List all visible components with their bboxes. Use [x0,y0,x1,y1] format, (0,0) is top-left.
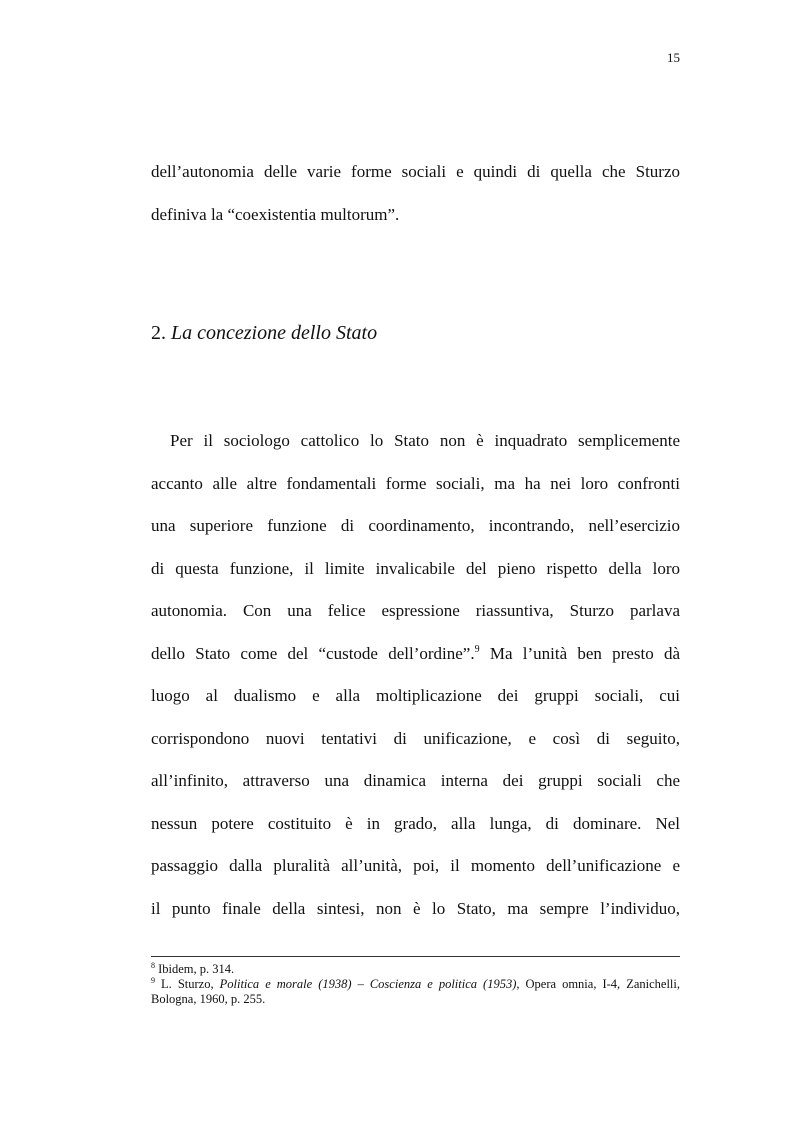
body-paragraph [151,420,680,930]
footnote-8 [151,962,680,977]
text-segment: Ma l’unità ben presto dà [479,643,680,663]
text-line: passaggio dalla pluralità all’unità, poi, il momento dell’unificazione e [151,856,680,875]
text-line: di questa funzione, il limite invalicabile del pieno rispetto della loro [151,558,680,578]
footnote-marker: 8 [151,961,155,970]
footnote-separator [151,956,680,957]
text-line: corrispondono nuovi tentativi di unificazione, e così di seguito, [151,728,680,748]
text-line: accanto alle altre fondamentali forme sociali, ma ha nei loro confronti [151,473,680,493]
text-line: all’infinito, attraverso una dinamica interna dei gruppi sociali che [151,771,680,790]
text-line: Per il sociologo cattolico lo Stato non è inquadrato semplicemente [170,431,680,450]
footnote-text: Ibidem, p. 314. [158,962,235,976]
footnote-line [151,977,680,992]
page-number: 15 [667,50,680,65]
footnote-publication-line2: Bologna, 1960, p. 255. [151,992,266,1006]
section-number: 2. [151,322,166,344]
footnote-author: L. Sturzo, [161,977,220,991]
text-line: autonomia. Con una felice espressione riassuntiva, Sturzo parlava [151,601,680,620]
footnote-9 [151,977,680,1007]
footnotes [151,962,680,1007]
footnote-reference[interactable]: 9 [474,643,480,655]
text-line: nessun potere costituito è in grado, alla lunga, di dominare. Nel [151,813,680,833]
text-line-with-footnote [151,633,680,676]
intro-paragraph [151,150,680,236]
section-heading [151,322,377,345]
text-line: definiva la “coexistentia multorum”. [151,205,400,224]
text-segment: dello Stato come del “custode dell’ordine”. [151,643,475,663]
footnote-marker: 9 [151,976,155,985]
text-line: luogo al dualismo e alla moltiplicazione dei gruppi sociali, cui [151,686,680,705]
text-line: il punto finale della sintesi, non è lo Stato, ma sempre l’individuo, [151,898,680,918]
section-title: La concezione dello Stato [171,322,378,344]
text-line: dell’autonomia delle varie forme sociali e quindi di quella che Sturzo [151,162,680,181]
footnote-publication: , Opera omnia, I-4, Zanichelli, [516,977,681,991]
text-line: una superiore funzione di coordinamento, incontrando, nell’esercizio [151,516,680,535]
footnote-work-title: Politica e morale (1938) – Coscienza e politica (1953) [219,977,517,991]
